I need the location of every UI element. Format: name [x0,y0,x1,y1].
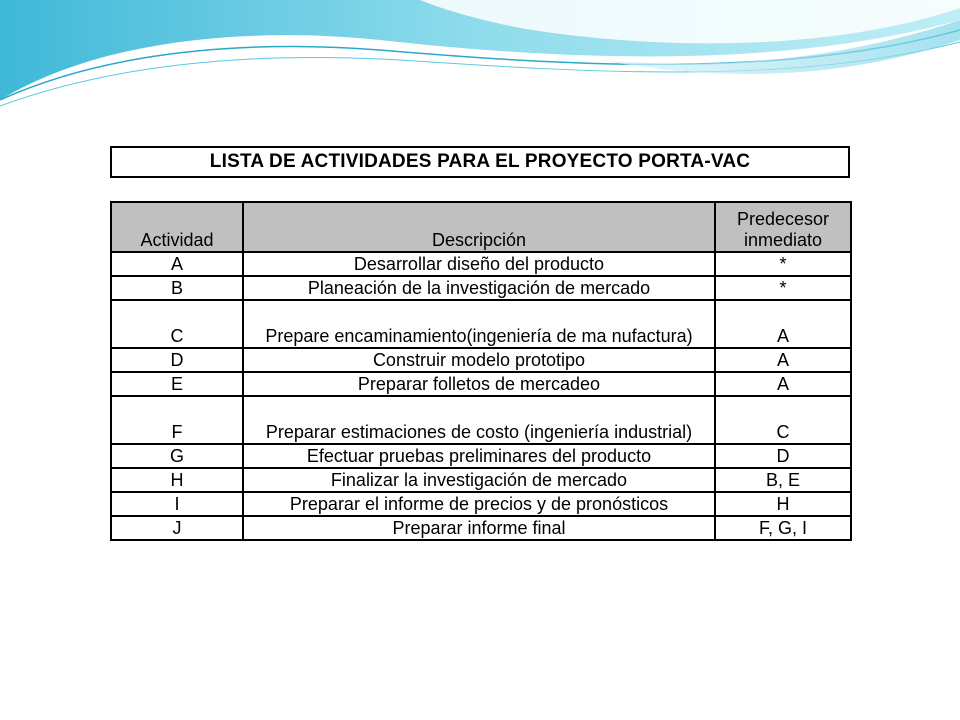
table-header-row [111,202,851,252]
header-predecessor [715,202,851,252]
predecessor-cell: B, E [715,468,851,492]
description-cell: Desarrollar diseño del producto [243,252,715,276]
activity-cell: B [111,276,243,300]
description-cell: Prepare encaminamiento(ingeniería de ma nufactura) [243,300,715,348]
activity-cell: A [111,252,243,276]
slide-title: LISTA DE ACTIVIDADES PARA EL PROYECTO PORTA-VAC [110,146,850,178]
header-description: Descripción [243,202,715,252]
predecessor-cell: D [715,444,851,468]
activity-cell: G [111,444,243,468]
activity-cell: H [111,468,243,492]
table-row [111,468,851,492]
predecessor-cell: A [715,348,851,372]
table-row [111,252,851,276]
description-cell: Construir modelo prototipo [243,348,715,372]
description-cell: Efectuar pruebas preliminares del producto [243,444,715,468]
predecessor-cell: * [715,252,851,276]
table-row [111,492,851,516]
table-row [111,276,851,300]
description-cell: Preparar folletos de mercadeo [243,372,715,396]
activity-cell: J [111,516,243,540]
decorative-wave-banner [0,0,960,130]
predecessor-cell: * [715,276,851,300]
description-cell: Preparar estimaciones de costo (ingeniería industrial) [243,396,715,444]
table-row [111,348,851,372]
activity-cell: E [111,372,243,396]
activity-cell: D [111,348,243,372]
activity-cell: I [111,492,243,516]
description-cell: Preparar el informe de precios y de pronósticos [243,492,715,516]
predecessor-cell: C [715,396,851,444]
predecessor-cell: H [715,492,851,516]
table-row [111,396,851,444]
table-row [111,300,851,348]
header-predecessor-line2: inmediato [743,230,823,250]
description-cell: Finalizar la investigación de mercado [243,468,715,492]
description-cell: Preparar informe final [243,516,715,540]
description-cell: Planeación de la investigación de mercado [243,276,715,300]
activities-table [110,201,852,541]
activity-cell: F [111,396,243,444]
activity-cell: C [111,300,243,348]
table-row [111,516,851,540]
predecessor-cell: F, G, I [715,516,851,540]
table-row [111,372,851,396]
table-row [111,444,851,468]
predecessor-cell: A [715,300,851,348]
header-activity: Actividad [111,202,243,252]
header-predecessor-line1: Predecesor [736,209,830,229]
predecessor-cell: A [715,372,851,396]
